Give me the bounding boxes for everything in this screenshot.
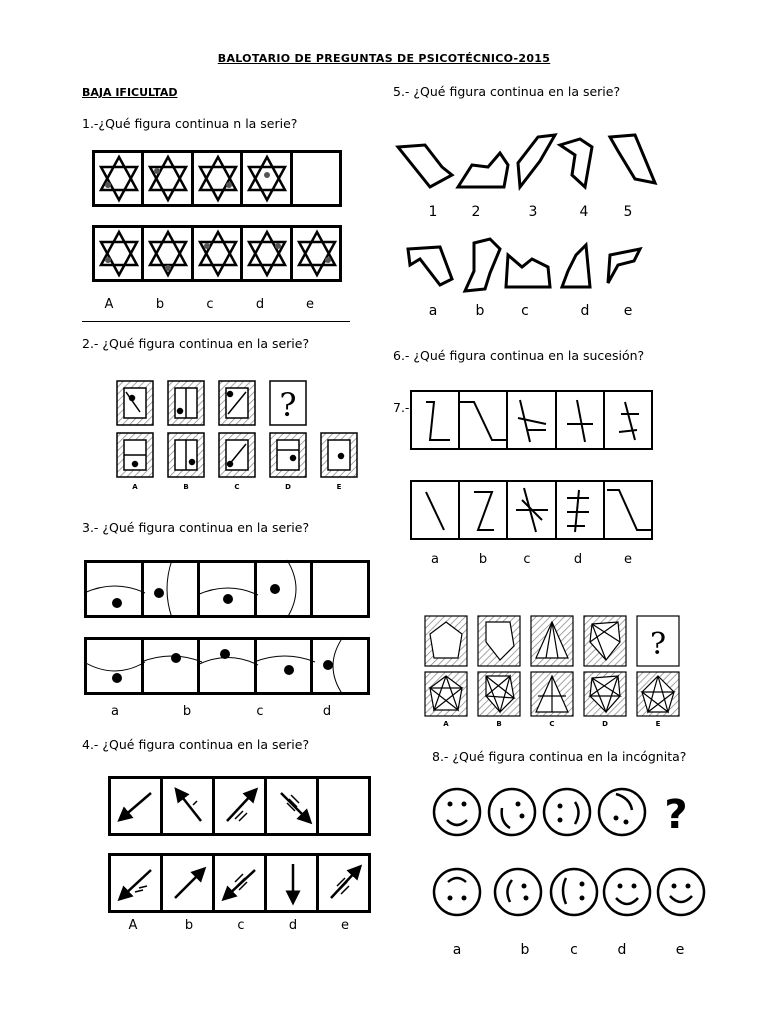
option-label: C xyxy=(234,483,240,491)
option-label: d xyxy=(288,918,298,933)
option-label: B xyxy=(183,483,189,491)
star-of-david-icon xyxy=(243,228,291,278)
q1-option[interactable] xyxy=(293,228,339,279)
question-7-number: 7.- xyxy=(393,400,410,415)
z-shape-figure xyxy=(605,392,653,448)
star-of-david-icon xyxy=(95,153,143,203)
q1-cell xyxy=(144,153,193,204)
star-of-david-icon xyxy=(293,228,341,278)
option-label: E xyxy=(655,720,661,728)
q7-figure xyxy=(420,612,690,732)
option-label: d xyxy=(617,942,627,958)
z-shape-figure xyxy=(557,392,605,448)
option-label: b xyxy=(155,297,165,312)
q1-options-row xyxy=(92,225,342,282)
q1-cell xyxy=(194,153,243,204)
option-label: d xyxy=(322,704,332,719)
option-label: D xyxy=(602,720,608,728)
sequence-label: 3 xyxy=(528,204,538,220)
option-label: A xyxy=(132,483,138,491)
option-label: b xyxy=(182,704,192,719)
q8-figure xyxy=(430,780,710,960)
q1-cell xyxy=(243,153,292,204)
star-of-david-icon xyxy=(194,228,242,278)
option-label: b xyxy=(520,942,530,958)
q3-option[interactable] xyxy=(200,640,257,692)
arrow-icon xyxy=(111,856,161,910)
q3-option[interactable] xyxy=(144,640,201,692)
q4-option[interactable] xyxy=(319,856,368,910)
arc-dot-figure xyxy=(257,640,312,692)
star-of-david-icon xyxy=(144,153,192,203)
question-4: 4.- ¿Qué figura continua en la serie? xyxy=(82,737,310,752)
q3-cell xyxy=(200,563,257,615)
question-1: 1.-¿Qué figura continua n la serie? xyxy=(82,116,298,131)
option-label: A xyxy=(104,297,114,312)
q6-option[interactable] xyxy=(557,482,605,538)
option-label: c xyxy=(523,552,531,567)
option-label: D xyxy=(285,483,291,491)
option-label: a xyxy=(431,552,439,567)
option-label: d xyxy=(255,297,265,312)
sequence-label: 1 xyxy=(428,204,438,220)
question-2: 2.- ¿Qué figura continua en la serie? xyxy=(82,336,310,351)
arrow-icon xyxy=(267,856,317,910)
arc-dot-figure xyxy=(257,563,312,615)
page-title: BALOTARIO DE PREGUNTAS DE PSICOTÉCNICO-2015 xyxy=(217,52,551,65)
q1-option[interactable] xyxy=(194,228,243,279)
question-6: 6.- ¿Qué figura continua en la sucesión? xyxy=(393,348,645,363)
q3-options-row xyxy=(84,637,370,695)
option-label: b xyxy=(478,552,488,567)
q6-cell xyxy=(460,392,508,448)
option-label: b xyxy=(184,918,194,933)
q4-series-row xyxy=(108,776,371,836)
arc-dot-figure xyxy=(200,640,255,692)
section-heading: BAJA IFICULTAD xyxy=(82,86,178,99)
star-of-david-icon xyxy=(243,153,291,203)
option-label: B xyxy=(496,720,502,728)
option-label: b xyxy=(475,303,485,319)
q3-cell xyxy=(257,563,314,615)
option-label: d xyxy=(573,552,583,567)
q4-option[interactable] xyxy=(111,856,163,910)
q6-cell xyxy=(412,392,460,448)
z-shape-figure xyxy=(412,482,460,538)
question-mark: ? xyxy=(664,792,688,838)
q4-option[interactable] xyxy=(215,856,267,910)
q1-cell xyxy=(95,153,144,204)
star-of-david-icon xyxy=(144,228,192,278)
star-of-david-icon xyxy=(95,228,143,278)
option-label: E xyxy=(336,483,342,491)
option-label: e xyxy=(675,942,685,958)
q4-options-row xyxy=(108,853,371,913)
q4-cell xyxy=(111,779,163,833)
option-label: a xyxy=(452,942,462,958)
option-label: C xyxy=(549,720,555,728)
option-label: e xyxy=(341,918,349,933)
question-5: 5.- ¿Qué figura continua en la serie? xyxy=(393,84,621,99)
q2-figure xyxy=(112,378,362,493)
option-label: d xyxy=(580,303,590,319)
arrow-icon xyxy=(215,779,265,833)
option-label: e xyxy=(624,552,632,567)
q4-cell xyxy=(215,779,267,833)
q4-cell xyxy=(163,779,215,833)
arrow-icon xyxy=(319,856,369,910)
q6-cell xyxy=(508,392,556,448)
option-label: c xyxy=(570,942,578,958)
q1-option[interactable] xyxy=(243,228,292,279)
arc-dot-figure xyxy=(87,563,142,615)
q3-cell xyxy=(144,563,201,615)
q4-empty-cell xyxy=(319,779,368,833)
z-shape-figure xyxy=(460,392,508,448)
q5-figure xyxy=(390,125,665,325)
arc-dot-figure xyxy=(144,563,199,615)
q4-option[interactable] xyxy=(267,856,319,910)
q3-option[interactable] xyxy=(257,640,314,692)
z-shape-figure xyxy=(557,482,605,538)
option-label: a xyxy=(111,704,119,719)
arc-dot-figure xyxy=(144,640,199,692)
q6-options-row xyxy=(410,480,653,540)
q6-option[interactable] xyxy=(508,482,556,538)
sequence-label: 2 xyxy=(471,204,481,220)
q4-option[interactable] xyxy=(163,856,215,910)
arc-dot-figure xyxy=(87,640,142,692)
arrow-icon xyxy=(163,856,213,910)
star-of-david-icon xyxy=(194,153,242,203)
option-label: c xyxy=(206,297,214,312)
z-shape-figure xyxy=(508,482,556,538)
arc-dot-figure xyxy=(313,640,368,692)
q4-cell xyxy=(267,779,319,833)
option-label: c xyxy=(256,704,264,719)
arrow-icon xyxy=(267,779,317,833)
arrow-icon xyxy=(163,779,213,833)
question-8: 8.- ¿Qué figura continua en la incógnita? xyxy=(432,749,687,764)
q6-option[interactable] xyxy=(412,482,460,538)
option-label: A xyxy=(128,918,138,933)
sequence-label: 4 xyxy=(579,204,589,220)
q1-option[interactable] xyxy=(144,228,193,279)
question-mark: ? xyxy=(649,627,667,662)
q3-option[interactable] xyxy=(313,640,367,692)
q1-empty-cell xyxy=(293,153,339,204)
q6-cell xyxy=(605,392,651,448)
q6-series-row xyxy=(410,390,653,450)
arc-dot-figure xyxy=(200,563,255,615)
q3-empty-cell xyxy=(313,563,367,615)
arrow-icon xyxy=(215,856,265,910)
z-shape-figure xyxy=(605,482,653,538)
option-label: A xyxy=(443,720,449,728)
z-shape-figure xyxy=(460,482,508,538)
q6-option[interactable] xyxy=(605,482,651,538)
option-label: c xyxy=(237,918,245,933)
divider xyxy=(82,321,350,322)
question-mark: ? xyxy=(279,386,297,424)
q6-option[interactable] xyxy=(460,482,508,538)
q1-option[interactable] xyxy=(95,228,144,279)
sequence-label: 5 xyxy=(623,204,633,220)
z-shape-figure xyxy=(508,392,556,448)
option-label: a xyxy=(428,303,438,319)
arrow-icon xyxy=(111,779,161,833)
option-label: e xyxy=(623,303,633,319)
question-3: 3.- ¿Qué figura continua en la serie? xyxy=(82,520,310,535)
z-shape-figure xyxy=(412,392,460,448)
option-label: c xyxy=(521,303,529,319)
q3-series-row xyxy=(84,560,370,618)
q3-cell xyxy=(87,563,144,615)
q1-series-row xyxy=(92,150,342,207)
q6-cell xyxy=(557,392,605,448)
option-label: e xyxy=(306,297,314,312)
q3-option[interactable] xyxy=(87,640,144,692)
